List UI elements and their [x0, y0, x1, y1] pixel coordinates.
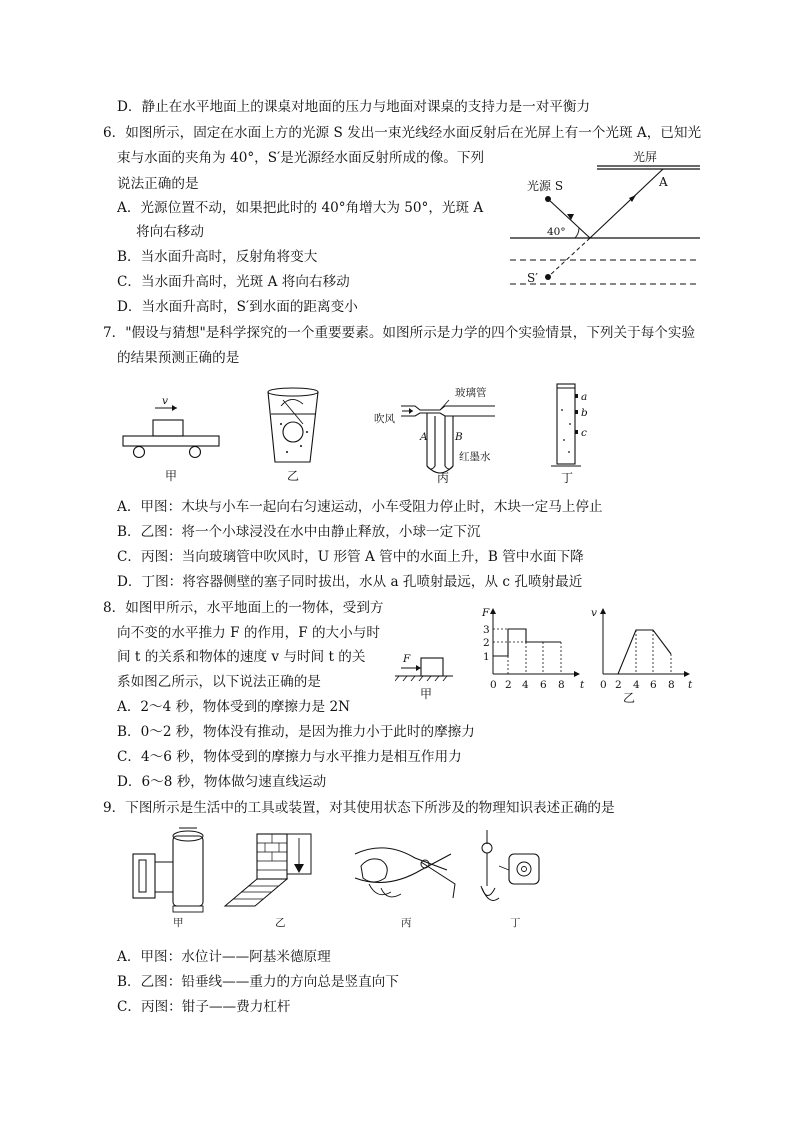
v-t-tick-0: 0 — [600, 679, 607, 691]
v-t-tick-8: 8 — [668, 679, 675, 691]
q8-graphs-figure — [478, 604, 698, 704]
cart-experiment — [123, 395, 219, 483]
container-experiment — [551, 384, 588, 485]
hole-b-label: b — [581, 407, 588, 419]
q6-option-c: C．当水面升高时，光斑 A 将向右移动 — [117, 274, 350, 290]
f-graph-t-axis-label: t — [580, 679, 585, 691]
hanging-illustration — [481, 830, 539, 929]
f-t-tick-8: 8 — [558, 679, 565, 691]
wood-block — [153, 420, 183, 436]
q5-option-d: D．静止在水平地面上的课桌对地面的压力与地面对课桌的支持力是一对平衡力 — [117, 99, 591, 115]
velocity-arrowhead — [172, 405, 177, 411]
force-step-line — [493, 629, 561, 656]
q7-option-b: B．乙图：将一个小球浸没在水中由静止释放，小球一定下沉 — [117, 524, 481, 540]
v-t-tick-4: 4 — [633, 679, 640, 691]
hole-a-label: a — [581, 391, 588, 403]
cup-rim — [268, 388, 318, 396]
caption-ding: 丁 — [510, 917, 521, 929]
v-t-graph — [591, 607, 693, 704]
q9-option-a: A．甲图：水位计——阿基米德原理 — [117, 949, 331, 965]
q8-force-figure — [395, 648, 455, 703]
container-outline — [557, 384, 575, 464]
caption-bing: 丙 — [437, 471, 450, 485]
utube-experiment — [374, 386, 495, 485]
screen-label: 光屏 — [633, 150, 658, 164]
q7-option-c: C．丙图：当向玻璃管中吹风时，U 形管 A 管中的水面上升，B 管中水面下降 — [117, 549, 584, 565]
reflected-arrow — [629, 195, 636, 202]
f-t-tick-6: 6 — [540, 679, 547, 691]
f-t-tick-2: 2 — [505, 679, 512, 691]
q6-option-d: D．当水面升高时，S′到水面的距离变小 — [117, 299, 358, 315]
f-tick-2: 2 — [483, 637, 490, 649]
q8-option-d: D．6～8 秒，物体做匀速直线运动 — [117, 774, 327, 790]
q8-option-c: C．4～6 秒，物体受到的摩擦力与水平推力是相互作用力 — [117, 749, 462, 765]
q8-option-b: B．0～2 秒，物体没有推动，是因为推力小于此时的摩擦力 — [117, 724, 475, 740]
pliers-illustration — [355, 848, 455, 929]
v-graph-t-axis-label: t — [688, 679, 693, 691]
q9-option-b: B．乙图：铅垂线——重力的方向总是竖直向下 — [117, 974, 399, 990]
blow-label: 吹风 — [374, 413, 395, 425]
f-tick-3: 3 — [483, 624, 490, 636]
cart-wheel-right — [190, 447, 201, 458]
glass-tube-label: 玻璃管 — [455, 387, 487, 399]
cup-experiment — [268, 388, 318, 483]
virtual-ray — [548, 238, 590, 277]
f-tick-1: 1 — [483, 651, 490, 663]
q9-tools-figure — [125, 826, 565, 936]
caption-bing: 丙 — [401, 917, 412, 929]
q7-stem-line-1: 7．"假设与猜想"是科学探究的一个重要要素。如图所示是力学的四个实验情景，下列关于每个实验 — [103, 325, 696, 341]
q6-option-b: B．当水面升高时，反射角将变大 — [117, 249, 318, 265]
caption-jia: 甲 — [173, 917, 184, 929]
caption-jia: 甲 — [165, 469, 178, 483]
q8-stem-line-4: 系如图乙所示，以下说法正确的是 — [117, 674, 321, 690]
angle-label: 40° — [547, 226, 566, 238]
object-block — [421, 658, 443, 676]
q7-option-a: A．甲图：木块与小车一起向右匀速运动，小车受阻力停止时，木块一定马上停止 — [117, 499, 603, 515]
q6-reflection-figure — [505, 148, 710, 293]
caption-yi: 乙 — [275, 917, 286, 929]
a-label: A — [420, 431, 428, 443]
v-t-tick-2: 2 — [615, 679, 622, 691]
caption-ding: 丁 — [561, 471, 574, 485]
cart-wheel-left — [134, 447, 145, 458]
velocity-line — [603, 630, 671, 674]
velocity-label: v — [162, 395, 168, 407]
u-tube-a — [427, 413, 435, 469]
q8-option-a: A．2～4 秒，物体受到的摩擦力是 2N — [117, 699, 351, 715]
image-label: S′ — [527, 271, 538, 285]
q9-option-c: C．丙图：钳子——费力杠杆 — [117, 999, 291, 1015]
plumb-line-illustration — [225, 834, 311, 929]
q8-stem-line-1: 8．如图甲所示，水平地面上的一物体，受到方 — [103, 600, 384, 616]
fingers — [281, 399, 303, 406]
ball — [283, 422, 303, 442]
water-gauge-illustration — [133, 828, 203, 929]
image-dot — [545, 274, 551, 280]
light-source-label: 光源 S — [527, 179, 564, 193]
f-t-graph — [481, 607, 585, 691]
u-tube-b — [445, 416, 453, 469]
q7-option-d: D．丁图：将容器侧壁的塞子同时拔出，水从 a 孔喷射最远，从 c 孔喷射最近 — [117, 574, 583, 590]
b-label: B — [455, 431, 463, 443]
caption-yi: 乙 — [623, 691, 636, 704]
q7-stem-line-2: 的结果预测正确的是 — [117, 350, 240, 366]
hole-c-label: c — [581, 427, 587, 439]
q6-stem-line-3: 说法正确的是 — [117, 176, 199, 192]
caption-yi: 乙 — [287, 469, 300, 483]
q6-stem-line-1: 6．如图所示，固定在水面上方的光源 S 发出一束光线经水面反射后在光屏上有一个光斑 A，已知光 — [103, 125, 702, 141]
hand-line — [283, 400, 303, 424]
tube-top — [401, 406, 495, 410]
q9-stem: 9．下图所示是生活中的工具或装置，对其使用状态下所涉及的物理知识表述正确的是 — [103, 800, 615, 816]
f-t-tick-0: 0 — [490, 679, 497, 691]
f-axis-label: F — [482, 607, 490, 619]
tube-bottom — [401, 413, 495, 416]
q6-stem-line-2: 束与水面的夹角为 40°，S′是光源经水面反射所成的像。下列 — [117, 150, 485, 166]
v-t-tick-6: 6 — [650, 679, 657, 691]
red-ink-label: 红墨水 — [459, 451, 491, 463]
q7-experiments-figure — [115, 380, 605, 490]
angle-arc — [575, 228, 579, 238]
force-label: F — [403, 653, 411, 665]
cup-outline — [268, 392, 318, 462]
q8-stem-line-3: 间 t 的关系和物体的速度 v 与时间 t 的关 — [117, 649, 366, 665]
caption-jia: 甲 — [420, 687, 433, 701]
f-t-tick-4: 4 — [522, 679, 529, 691]
cart-body — [123, 436, 219, 446]
q6-option-a-line-1: A．光源位置不动，如果把此时的 40°角增大为 50°，光斑 A — [117, 200, 484, 216]
spot-a-label: A — [659, 175, 668, 189]
q6-option-a-line-2: 将向右移动 — [136, 224, 204, 240]
reflected-ray — [590, 169, 663, 238]
v-axis-label: v — [591, 607, 597, 619]
q8-stem-line-2: 向不变的水平推力 F 的作用，F 的大小与时 — [117, 625, 380, 641]
